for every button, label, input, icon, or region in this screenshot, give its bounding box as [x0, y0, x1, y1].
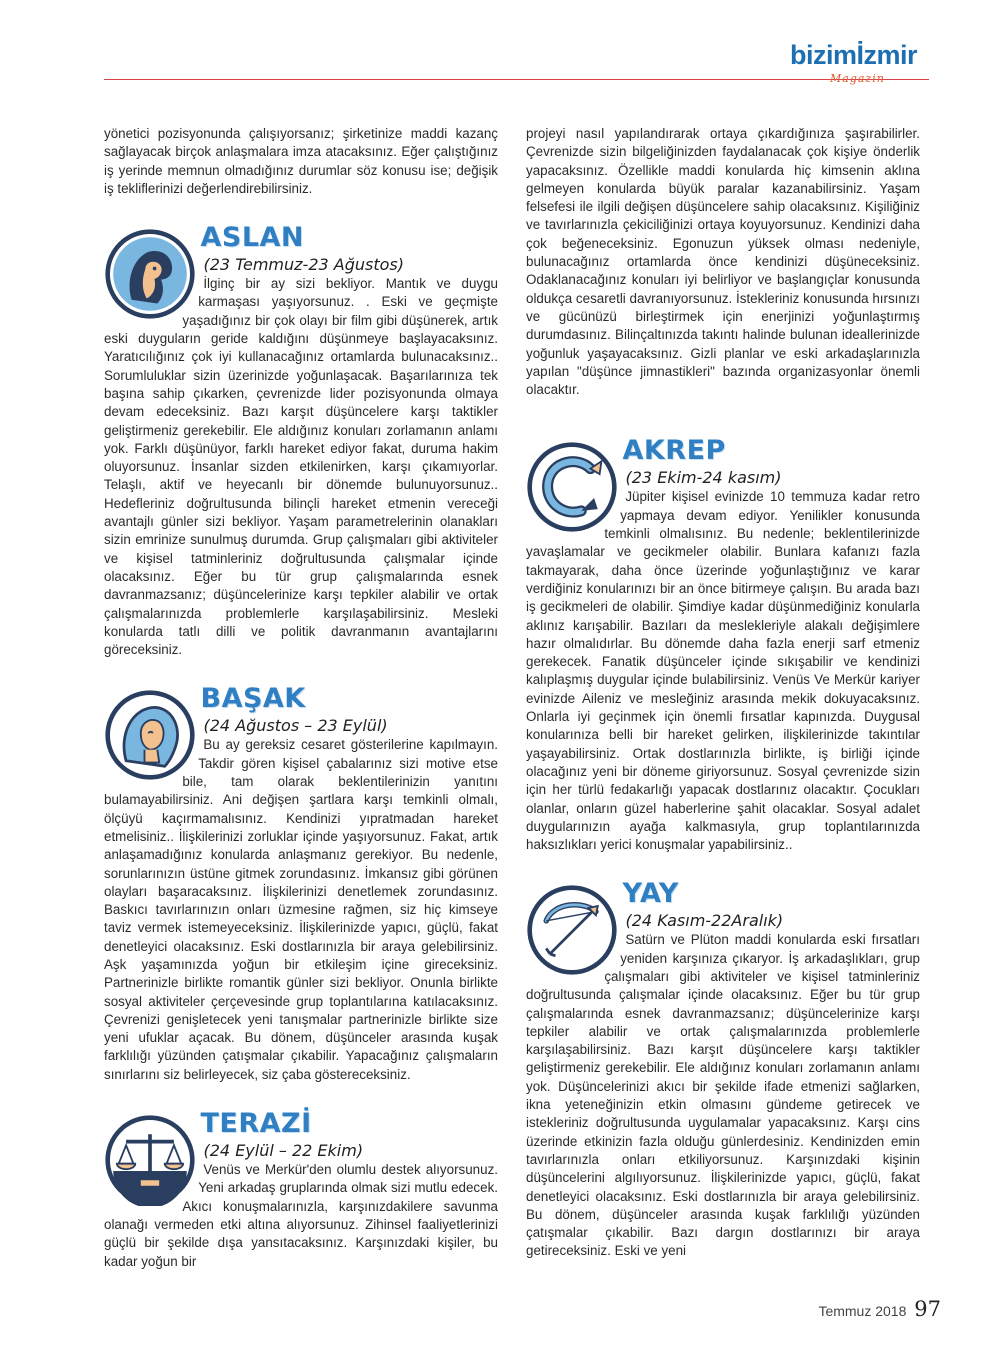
logo-subtitle: Magazin [830, 72, 885, 85]
left-column [104, 125, 498, 1271]
akrep-text: Jüpiter kişisel evinizde 10 temmuza kadar retro yapmaya devam ediyor. Yenilikler konusunda temkinli olmalısınız. Bu nedenle; beklentilerinizde yavaşlamalar ve gecikmeler olabilir. Bunlara kafanızı fazla takmayarak, daha önce üzerinde yoğunlaştığınız ve karar verdiğiniz konularınızı bir an önce bitirmeye çalışın. Bu arada bazı iş gecikmeleri de olabilir. Şimdiye kadar düşünmediğiniz konularla aklınız karışabilir. Bazıları da meslekleriyle alakalı değişimlere hazır olmalıdırlar. Bu dönemde daha fazla enerji sarf etmeniz gerekecek. Fanatik düşünceler içinde sıkışabilir ve kendinizi kalıplaşmış duygular içinde bulabilirsiniz. Venüs Ve Merkür kariyer evinizde Aileniz ve mesleğiniz arasında mekik dokuyacaksınız. Onlarla iyi geçinmek için önemli fırsatlar kapınızda. Duygusal konularınıza belli bir hareket gelirken, ilişkilerinizde takıntılar yaşayabilirsiniz. Ortak dostlarınızla birlikte, iş birliği içinde olacağınız yeni bir döneme giriyorsunuz. Sosyal çevrenizde sizin için her türlü fedakarlığı yapacak dostlarınız olacaktır. Çocukları olanlar, onların güzel haberlerine şahit olacaklar. Sosyal adalet duygularınızın ayağa kalkmasıyla, grup toplantılarınızda haksızlıkları yerici konuşmalar yapabilirsiniz.. [526, 489, 920, 853]
basak-title: BAŞAK [200, 683, 306, 715]
sagittarius-bow-icon [526, 884, 618, 976]
page-footer [818, 1297, 941, 1321]
sign-yay [526, 878, 920, 1260]
sign-aslan [104, 222, 498, 659]
aslan-title: ASLAN [200, 222, 305, 254]
terazi-dates: (24 Eylül – 22 Ekim) [203, 1141, 364, 1161]
yay-title: YAY [622, 878, 679, 910]
page-number: 97 [914, 1297, 941, 1321]
left-intro-text: yönetici pozisyonunda çalışıyorsanız; şirketinize maddi kazanç sağlayacak birçok anlaşmalara imza atacaksınız. Eğer çalıştığınız iş yerinde memnun olmadığınız durumlar söz konusu ise; değişik iş tekliflerinizi değerlendirebilirsiniz. [104, 126, 498, 196]
terazi-text: Venüs ve Merkür'den olumlu destek alıyorsunuz. Yeni arkadaş gruplarında olmak sizi mutlu edecek. Akıcı konuşmalarınızla, karşınızdakilere savunma olanağı vermeden etki altına alıyorsunuz. Zihinsel faaliyetlerinizi güçlü bir şekilde dışa yansıtacaksınız. Karşınızdaki kişiler, bu kadar yoğun bir [104, 1162, 498, 1269]
logo-text: bizimİzmir [790, 40, 918, 70]
basak-dates: (24 Ağustos – 23 Eylül) [203, 716, 388, 736]
sign-terazi [104, 1108, 498, 1271]
sign-akrep [526, 435, 920, 854]
basak-text: Bu ay gereksiz cesaret gösterilerine kapılmayın. Takdir gören kişisel çabalarınız sizi motive etse bile, tam olarak beklentilerinizin yanıtını bulamayabilirsiniz. Ani değişen şartlara karşı temkinli olmalı, ölçüyü kaçırmamalısınız. Kendinizi yıpratmadan hareket etmelisiniz.. İlişkilerinizi zorluklar içinde yaşıyorsunuz. Fakat, artık anlaşamadığınız konularda anlaşmanız gerekiyor. Bu nedenle, sorunlarınızın üstüne gitmek zorundasınız. İmkansız gibi görünen olayları başaracaksınız. İlişkilerinizi denetlemek zorundasınız. Baskıcı tavırlarınızın onları üzmesine rağmen, siz hiç kimseye taviz vermek istemeyeceksiniz. İlişkilerinizde yapıcı, güçlü, fakat denetleyici olacaksınız. Eski dostlarınızla bir araya gelebilirsiniz. Aşk yaşamınızda yoğun bir etkileşim içine gireceksiniz. Partnerinizle birlikte romantik günler sizi bekliyor. Onunla birlikte sosyal aktiviteler çerçevesinde grup toplantılarına katılacaksınız. Çevrenizi genişletecek yeni tanışmalar partnerinizle birlikte size yeni ufuklar açacak. Bu dönem, düşünceler arasında kuşak farklılığı yüzünden çatışmalar çıkabilir. Yapacağınız çalışmaların sınırlarını siz belirleyecek, siz çaba göstereceksiniz. [104, 737, 498, 1082]
right-intro-text: projeyi nasıl yapılandırarak ortaya çıkardığınıza şaşırabilirler. Çevrenizde sizin bilgeliğinizden faydalanacak çok kişiye önderlik yapacaksınız. Özellikle maddi konularda hiç kimsenin aklına gelmeyen konularda büyük paralar kazanabilirsiniz. Yaşam felsefesi ile ilgili değişen düşüncelere sahip olacaksınız. Kişiliğiniz ve tavırlarınızla çekiciliğinizi ortaya koyuyorsunuz. Kendinizi daha çok beğeneceksiniz. Egonuzun yüksek olması nedeniyle, bulunacağınız ortamlarda önce kendinizi düşüneceksiniz. Odaklanacağınız konuları iyi belirliyor ve başlangıçlar konusunda oldukça cesaretli davranıyorsunuz. İstekleriniz konusunda hırsınızı ve gücünüzü birleştirmek için enerjinizi yoğunlaştırmış durumdasınız. Bilinçaltınızda takıntı halinde bulunan ideallerinizde yoğunluk yaşayacaksınız. Gizli planlar ve eski arkadaşlarınızla yapılan "düşünce jimnastikleri" bazında organizasyonlar önemli olacaktır. [526, 126, 920, 398]
aslan-text: İlginç bir ay sizi bekliyor. Mantık ve duygu karmaşası yaşıyorsunuz. . Eski ve geçmişte yaşadığınız bir çok olayı bir film gibi düşünerek, artık eski duyguların geride kaldığını düşünmeye başlayacaksınız. Yaratıcılığınız çok iyi kullanacağınız ortamlarda bulunacaksınız.. Sorumluluklar sizin üzerinizde yoğunlaşacak. Başarılarınıza tek başına sahip çıkarken, çevrenizde lider pozisyonunda olmaya devam edeceksiniz. Bazı karşıt düşüncelere karşı taktikler geliştirmeniz gerekebilir. Ele aldığınız konuları zorlamanın anlamı yok. Farklı düşünüyor, farklı hareket ediyor fakat, duruma hakim oluyorsunuz. İnsanlar sizden etkilenirken, karşı çıkamıyorlar. Telaşlı, aktif ve heyecanlı bir dönemde bulunuyorsunuz.. Hedefleriniz doğrultusunda bilinçli hareket etmenin vereceği avantajlı günler sizi bekliyor. Yaşam parametrelerinin olanakları sizin emrinize sunulmuş durumda. Grup çalışmaları gibi aktiviteler ve kişisel tatminleriniz doğrultusunda çalışmalar içinde olacaksınız. Eğer bu tür grup çalışmalarında esnek davranmazsanız; düşüncelerinize karşı tepkiler alabilir ve ortak çalışmalarınızda problemlerle karşılaşabilirsiniz. Mesleki konularda tatlı dilli ve politik davranmanın avantajlarını göreceksiniz. [104, 276, 498, 658]
akrep-title: AKREP [622, 435, 726, 467]
yay-dates: (24 Kasım-22Aralık) [625, 911, 784, 931]
sign-basak [104, 683, 498, 1084]
virgo-icon [104, 689, 196, 781]
right-column [526, 125, 920, 1261]
scorpio-icon [526, 441, 618, 533]
aslan-dates: (23 Temmuz-23 Ağustos) [203, 255, 404, 275]
akrep-dates: (23 Ekim-24 kasım) [625, 468, 782, 488]
terazi-title: TERAZİ [200, 1108, 312, 1140]
libra-scales-icon [104, 1114, 196, 1206]
magazine-logo [790, 40, 930, 92]
issue-label: Temmuz 2018 [818, 1303, 907, 1319]
yay-text: Satürn ve Plüton maddi konularda eski fırsatları yeniden karşınıza çıkaryor. İş arkadaşlıkları, grup çalışmaları gibi aktiviteler ve kişisel tatminleriniz doğrultusunda çalışmalar içinde olacaksınız. Eğer bu tür grup çalışmalarında esnek davranmazsanız; düşüncelerinize karşı tepkiler alabilir ve ortak çalışmalarınızda problemlerle karşılaşabilirsiniz. Bazı karşıt düşüncelere karşı taktikler geliştirmeniz gerekebilir. Ele aldığınız konuları zorlamanın anlamı yok. Düşüncelerinizi akıcı bir şekilde ifade etmenizi sağlarken, ikna yeteneğinizin etkin olmasını gündeme getirecek ve istekleriniz doğrultusunda uygulamalar yapacaksınız. Karşı cins üzerinde etkinizin fazla olduğu günlerdesiniz. Kendinizden emin tavırlarınızla onları etkiliyorsunuz. Karşınızdaki kişinin düşüncelerini algılıyorsunuz. İlişkilerinizde yapıcı, güçlü, fakat denetleyici olacaksınız. Eski dostlarınızla bir araya gelebilirsiniz. Bu dönem, düşünceler arasında kuşak farklılığı yüzünden çatışmalar çıkabilir. Bazı dargın dostlarınızı bir araya getireceksiniz. Eski ve yeni [526, 932, 920, 1259]
leo-icon [104, 228, 196, 320]
